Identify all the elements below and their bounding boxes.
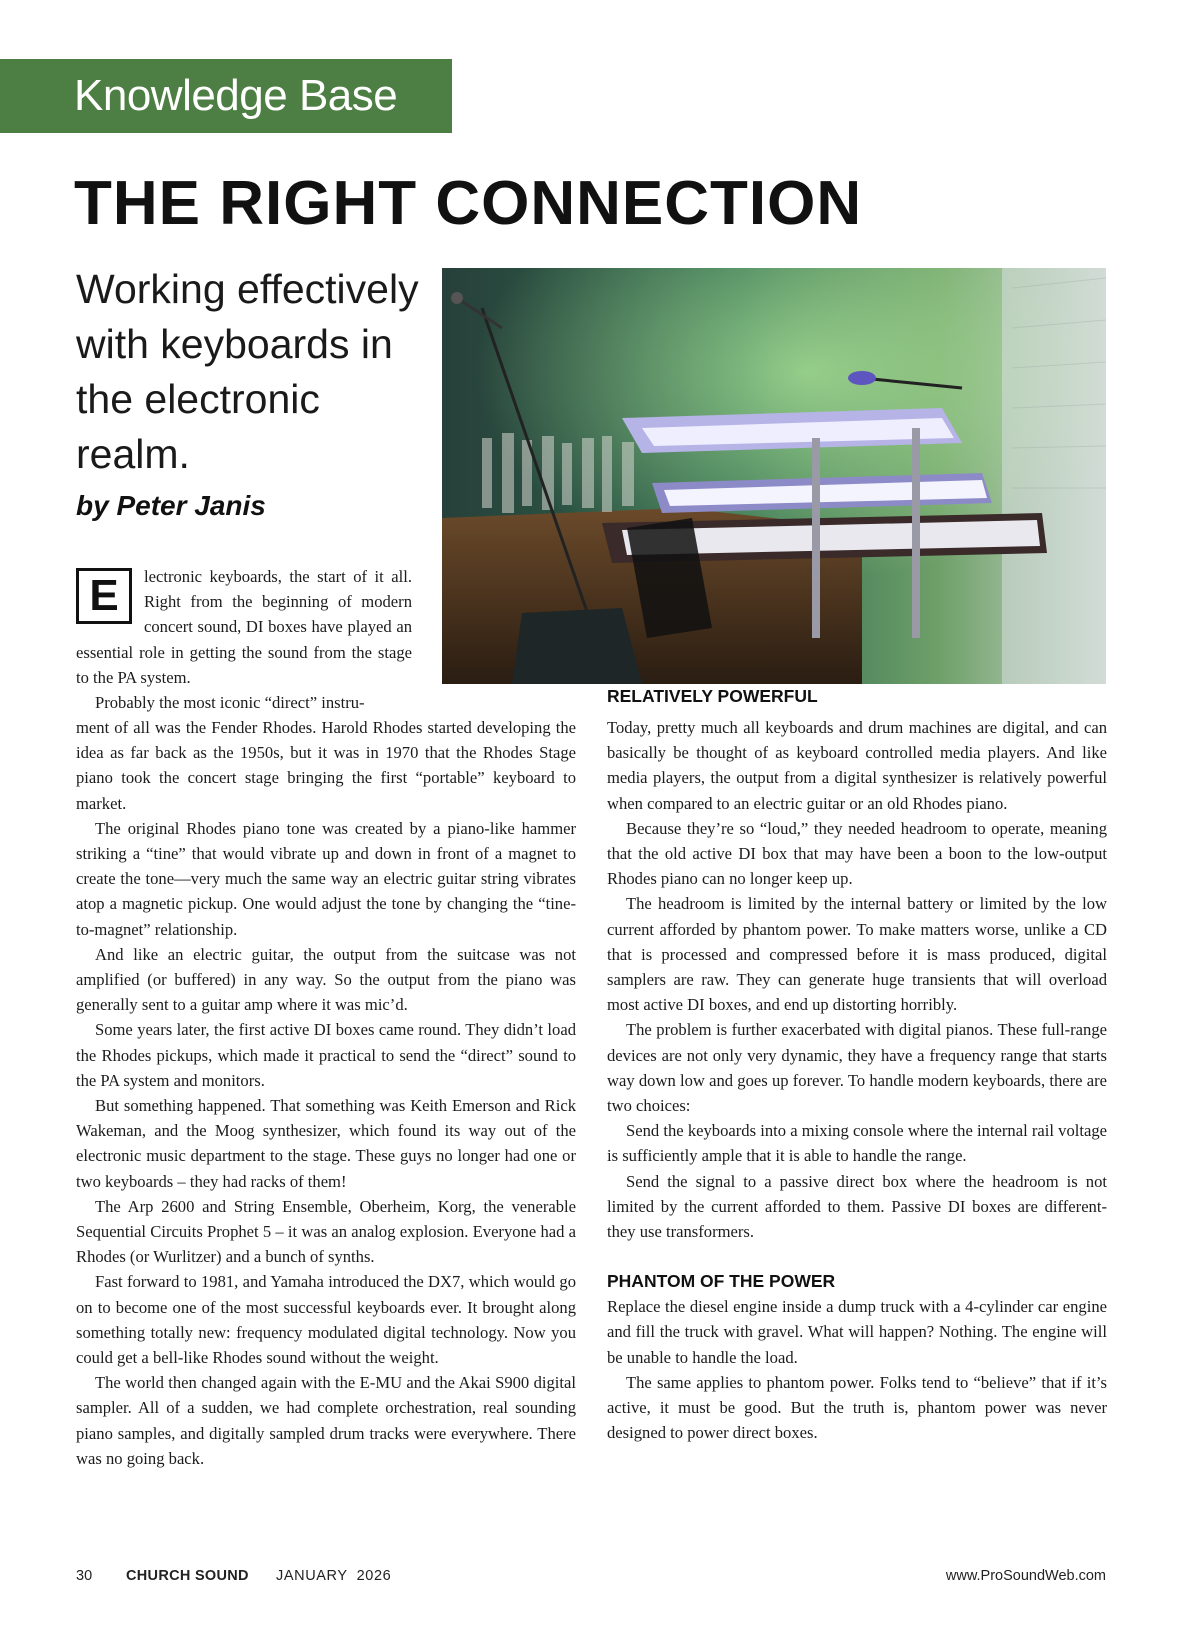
body-paragraph: Send the signal to a passive direct box where the headroom is not limited by the current afforded to them. Passive DI boxes are different- they use transformers. <box>607 1171 1107 1242</box>
drop-cap: E <box>76 568 132 624</box>
intro-paragraph-2-start: Probably the most iconic “direct” instru- <box>95 693 365 713</box>
body-paragraph: The same applies to phantom power. Folks tend to “believe” that if it’s active, it must be good. But the truth is, phantom power was never designed to power direct boxes. <box>607 1372 1107 1443</box>
article-byline: by Peter Janis <box>76 490 266 521</box>
body-paragraph: And like an electric guitar, the output from the suitcase was not amplified (or buffered) in any way. So the output from the piano was generally sent to a guitar amp where it was mic’d. <box>76 944 576 1015</box>
body-paragraph: Replace the diesel engine inside a dump truck with a 4-cylinder car engine and fill the truck with gravel. What will happen? Nothing. The engine will be unable to handle the load. <box>607 1297 1107 1367</box>
page-footer <box>76 1568 1106 1592</box>
body-paragraph: ment of all was the Fender Rhodes. Harold Rhodes started developing the idea as far back as the 1950s, but it was in 1970 that the Rhodes Stage piano took the concert stage bringing the first “portable” keyboard to market. <box>76 718 576 813</box>
body-paragraph: The Arp 2600 and String Ensemble, Oberheim, Korg, the venerable Sequential Circuits Prophet 5 – it was an analog explosion. Everyone had a Rhodes (or Wurlitzer) and a bunch of synths. <box>76 1196 576 1267</box>
left-column <box>76 715 576 1471</box>
website-link[interactable]: www.ProSoundWeb.com <box>945 1568 1106 1584</box>
section-banner: Knowledge Base <box>0 59 452 133</box>
keyboard-stage-photo-icon <box>442 268 1106 684</box>
issue-date: JANUARY 2026 <box>276 1568 392 1584</box>
body-paragraph: The problem is further exacerbated with digital pianos. These full-range devices are not only very dynamic, they have a frequency range that starts way down low and goes up forever. To handle modern keyboards, there are two choices: <box>607 1020 1107 1116</box>
right-column <box>607 686 1107 1445</box>
magazine-name: CHURCH SOUND <box>126 1568 249 1584</box>
body-paragraph: Today, pretty much all keyboards and drum machines are digital, and can basically be thought of as keyboard controlled media players. And like media players, the output from a digital synthesizer is relatively powerful when compared to an electric guitar or an old Rhodes piano. <box>607 718 1107 813</box>
body-paragraph: The headroom is limited by the internal battery or limited by the low current afforded by phantom power. To make matters worse, unlike a CD that is processed and compressed before it is mass produced, digital samplers are raw. They can generate huge transients that will overload most active DI boxes, and end up distorting horribly. <box>607 894 1107 1015</box>
body-paragraph: The world then changed again with the E-MU and the Akai S900 digital sampler. All of a sudden, we had complete orchestration, real sounding piano samples, and digitally sampled drum tracks were everywhere. There was no going back. <box>76 1373 576 1468</box>
body-paragraph: Fast forward to 1981, and Yamaha introduced the DX7, which would go on to become one of the most successful keyboards ever. It brought along something totally new: frequency modulated digital technology. Now you could get a bell-like Rhodes sound without the weight. <box>76 1272 576 1368</box>
body-paragraph: Some years later, the first active DI boxes came round. They didn’t load the Rhodes pickups, which made it practical to send the “direct” sound to the PA system and monitors. <box>76 1020 576 1090</box>
page-number: 30 <box>76 1568 93 1584</box>
subhead-relatively-powerful: RELATIVELY POWERFUL <box>607 686 818 706</box>
article-headline: THE RIGHT CONNECTION <box>74 169 863 238</box>
intro-paragraph: lectronic keyboards, the start of it all. Right from the beginning of modern concert sound, DI boxes have played an essential role in getting the sound from the stage to the PA system. <box>76 567 412 687</box>
subhead-phantom-of-the-power: PHANTOM OF THE POWER <box>607 1271 836 1292</box>
intro-column <box>76 564 412 715</box>
body-paragraph: Because they’re so “loud,” they needed headroom to operate, meaning that the old active DI box that may have been a boon to the low-output Rhodes piano can no longer keep up. <box>607 818 1107 889</box>
body-paragraph: Send the keyboards into a mixing console where the internal rail voltage is sufficiently ample that it is able to handle the range. <box>607 1121 1107 1166</box>
keyboard-stage-photo <box>442 268 1106 684</box>
body-paragraph: The original Rhodes piano tone was created by a piano-like hammer striking a “tine” that would vibrate up and down in front of a magnet to create the tone—very much the same way an electric guitar string vibrates atop a magnetic pickup. One would adjust the tone by changing the “tine-to-magnet” relationship. <box>76 818 576 939</box>
article-deck: Working effectively with keyboards in the electronic realm. <box>76 266 419 477</box>
body-paragraph: But something happened. That something was Keith Emerson and Rick Wakeman, and the Moog synthesizer, which found its way out of the electronic music department to the stage. These guys no longer had one or two keyboards – they had racks of them! <box>76 1096 576 1191</box>
